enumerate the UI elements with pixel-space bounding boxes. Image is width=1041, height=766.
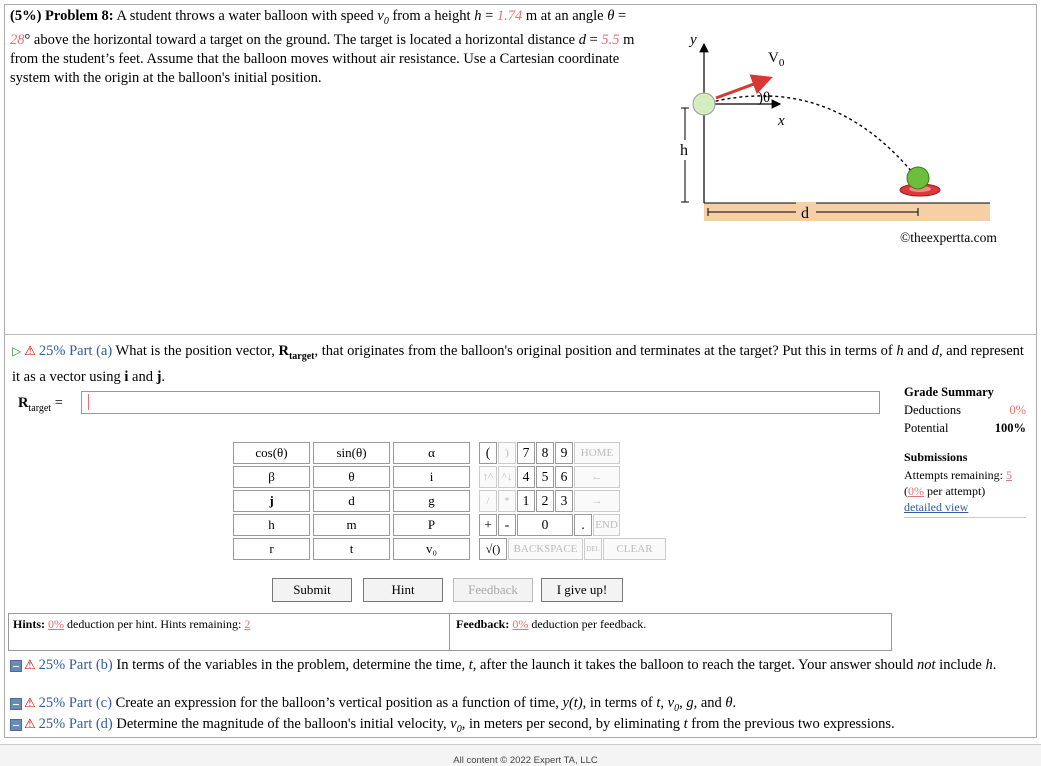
key-caret-down[interactable]: ^↓ xyxy=(498,466,516,488)
velocity-label: $V_0$ xyxy=(768,50,785,69)
problem-label: (5%) Problem 8: xyxy=(10,8,114,24)
key-paren-close[interactable]: ) xyxy=(498,442,516,464)
hints-bar: Hints: 0% deduction per hint. Hints remaining: 2 xyxy=(8,613,450,651)
key-minus[interactable]: - xyxy=(498,514,516,536)
balloon-start xyxy=(693,93,715,115)
key-7[interactable]: 7 xyxy=(517,442,535,464)
key-2[interactable]: 2 xyxy=(536,490,554,512)
key-6[interactable]: 6 xyxy=(555,466,573,488)
warning-icon: ⚠ xyxy=(24,343,36,358)
key-P[interactable]: P xyxy=(393,514,470,536)
key-v0[interactable]: v₀ xyxy=(393,538,470,560)
credit: ©theexpertta.com xyxy=(900,230,997,245)
key-i[interactable]: i xyxy=(393,466,470,488)
key-del[interactable]: DEL xyxy=(584,538,602,560)
problem-statement: (5%) Problem 8: A student throws a water balloon with speed $v_0$ from a height h = 1.74 m at an angle θ = 28° above the horizontal toward a target on the ground. The target is located a horizontal distance d = 5.5 m from the student’s feet. Assume that the balloon moves without air resistance. Use a Cartesian coordinate system with the origin at the balloon's initial position. xyxy=(10,8,635,86)
warning-icon: ⚠ xyxy=(24,695,36,710)
key-clear[interactable]: CLEAR xyxy=(603,538,666,560)
hint-button[interactable]: Hint xyxy=(363,578,443,602)
hints-remaining[interactable]: 2 xyxy=(244,617,251,631)
part-a-question: ▷ ⚠ 25% Part (a) What is the position vector, $R_{target}$, that originates from the balloon's original position and terminates at the target? Put this in terms of h and d, and represent it as a vector using i and j. xyxy=(12,343,1024,385)
give-up-button[interactable]: I give up! xyxy=(541,578,623,602)
key-left-arrow-icon[interactable]: ← xyxy=(574,466,620,488)
key-8[interactable]: 8 xyxy=(536,442,554,464)
h-label: h xyxy=(680,142,688,159)
key-t[interactable]: t xyxy=(313,538,390,560)
key-sin[interactable]: sin(θ) xyxy=(313,442,390,464)
part-d-question[interactable]: ⚠ 25% Part (d) Determine the magnitude of the balloon's initial velocity, $v_0$, in meters per second, by eliminating t from the previous two expressions. xyxy=(10,714,1032,739)
key-paren-open[interactable]: ( xyxy=(479,442,497,464)
detailed-view-link[interactable]: detailed view xyxy=(904,500,969,514)
key-caret-up[interactable]: ↑^ xyxy=(479,466,497,488)
key-1[interactable]: 1 xyxy=(517,490,535,512)
angle-label: )θ xyxy=(758,90,771,106)
warning-icon: ⚠ xyxy=(24,657,36,672)
text-caret xyxy=(88,394,89,410)
key-dot[interactable]: . xyxy=(574,514,592,536)
key-slash[interactable]: / xyxy=(479,490,497,512)
part-b-question[interactable]: ⚠ 25% Part (b) In terms of the variables in the problem, determine the time, t, after the launch it takes the balloon to reach the target. Your answer should not include h. xyxy=(10,655,1032,675)
key-g[interactable]: g xyxy=(393,490,470,512)
key-home[interactable]: HOME xyxy=(574,442,620,464)
submit-button[interactable]: Submit xyxy=(272,578,352,602)
key-j[interactable]: j xyxy=(233,490,310,512)
problem-diagram xyxy=(670,30,1030,260)
key-backspace[interactable]: BACKSPACE xyxy=(508,538,583,560)
key-3[interactable]: 3 xyxy=(555,490,573,512)
collapse-icon[interactable] xyxy=(10,660,22,672)
key-d[interactable]: d xyxy=(313,490,390,512)
key-plus[interactable]: + xyxy=(479,514,497,536)
angle-value: 28 xyxy=(10,31,25,48)
answer-label: $R_{target}$ = xyxy=(18,395,63,414)
part-c-question[interactable]: ⚠ 25% Part (c) Create an expression for the balloon’s vertical position as a function of time, y(t), in terms of t, $v_0$, g, and θ. xyxy=(10,693,1032,718)
key-m[interactable]: m xyxy=(313,514,390,536)
key-r[interactable]: r xyxy=(233,538,310,560)
y-axis-label: y xyxy=(690,32,697,48)
key-5[interactable]: 5 xyxy=(536,466,554,488)
submissions-panel: Submissions Attempts remaining: 5 (0% per attempt) detailed view xyxy=(904,449,1026,518)
distance-value: 5.5 xyxy=(601,31,620,48)
collapse-icon[interactable] xyxy=(10,719,22,731)
warning-icon: ⚠ xyxy=(24,716,36,731)
footer: All content © 2022 Expert TA, LLC xyxy=(0,744,1041,766)
deductions-value: 0% xyxy=(1009,403,1026,417)
key-cos[interactable]: cos(θ) xyxy=(233,442,310,464)
potential-value: 100% xyxy=(994,421,1026,435)
key-end[interactable]: END xyxy=(593,514,620,536)
key-9[interactable]: 9 xyxy=(555,442,573,464)
d-label: d xyxy=(801,205,809,222)
key-theta[interactable]: θ xyxy=(313,466,390,488)
height-value: 1.74 xyxy=(496,8,523,24)
x-axis-label: x xyxy=(778,113,785,129)
part-a-panel xyxy=(4,334,1037,738)
key-alpha[interactable]: α xyxy=(393,442,470,464)
feedback-button[interactable]: Feedback xyxy=(453,578,533,602)
key-0[interactable]: 0 xyxy=(517,514,573,536)
feedback-bar: Feedback: 0% deduction per feedback. xyxy=(450,613,892,651)
answer-input[interactable] xyxy=(81,391,880,414)
trajectory xyxy=(704,96,917,178)
key-4[interactable]: 4 xyxy=(517,466,535,488)
key-sqrt[interactable]: √() xyxy=(479,538,507,560)
collapse-triangle-icon[interactable]: ▷ xyxy=(12,344,22,358)
attempts-remaining[interactable]: 5 xyxy=(1005,468,1012,482)
key-beta[interactable]: β xyxy=(233,466,310,488)
balloon-end xyxy=(907,167,929,189)
key-h[interactable]: h xyxy=(233,514,310,536)
key-right-arrow-icon[interactable]: → xyxy=(574,490,620,512)
key-star[interactable]: * xyxy=(498,490,516,512)
grade-summary: Grade Summary Deductions 0% Potential 100% xyxy=(904,385,1026,435)
collapse-icon[interactable] xyxy=(10,698,22,710)
